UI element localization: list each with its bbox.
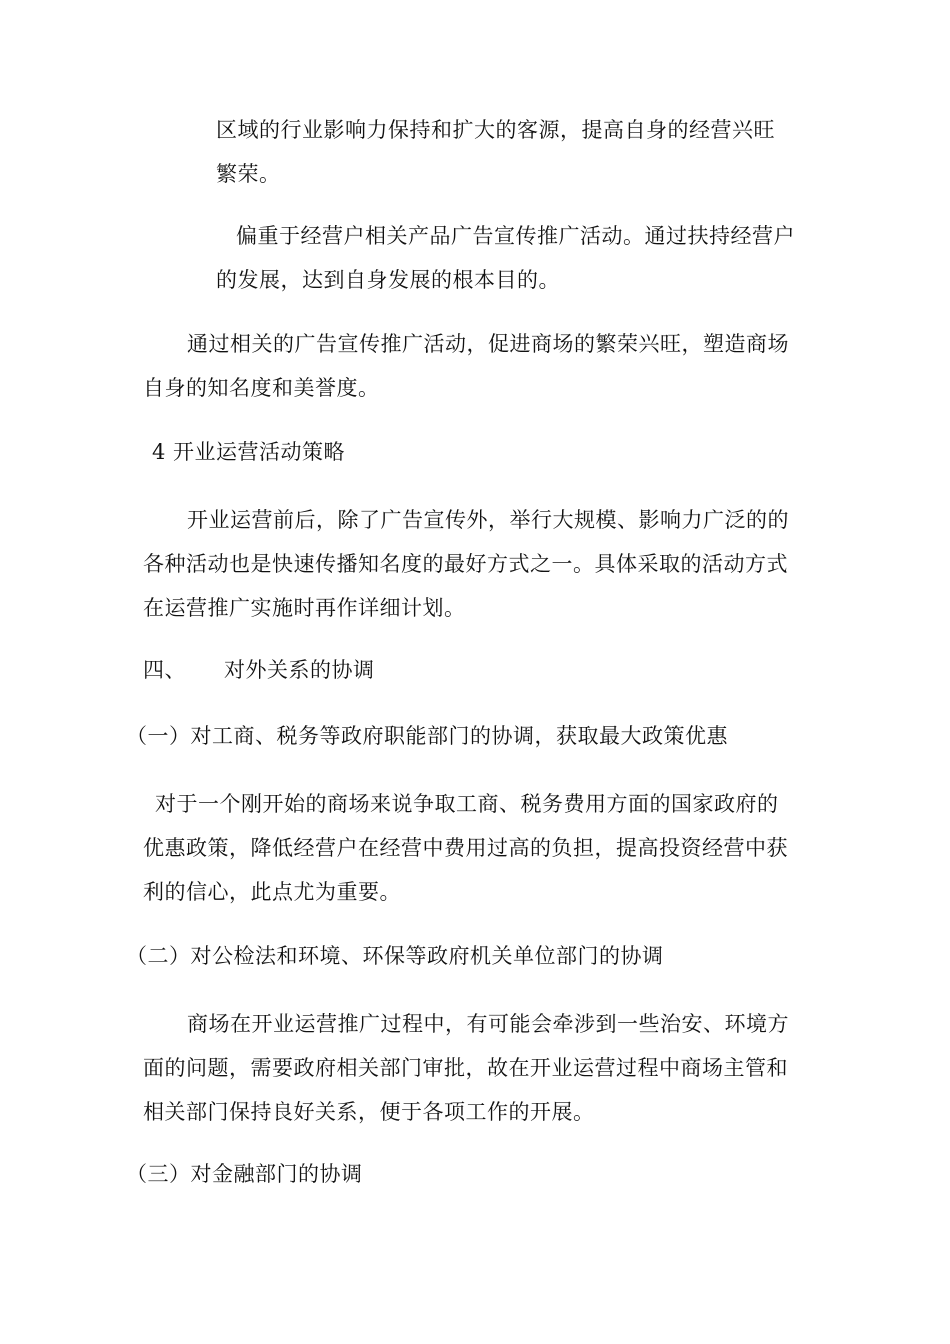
- text-line: 商场在开业运营推广过程中，有可能会牵涉到一些治安、环境方: [187, 1012, 789, 1036]
- paragraph-policy-benefits: [143, 782, 788, 914]
- heading-section-four: [143, 648, 375, 692]
- text-line: 开业运营前后，除了广告宣传外，举行大规模、影响力广泛的的: [187, 508, 789, 532]
- heading-opening-strategy: 4 开业运营活动策略: [152, 440, 346, 464]
- text-line: 偏重于经营户相关产品广告宣传推广活动。通过扶持经营户: [236, 224, 795, 248]
- text-line: 利的信心，此点尤为重要。: [143, 880, 401, 904]
- section-title: 对外关系的协调: [224, 658, 375, 682]
- heading-sub-two: （二）对公检法和环境、环保等政府机关单位部门的协调: [126, 944, 664, 968]
- text-line: 的发展，达到自身发展的根本目的。: [216, 268, 560, 292]
- paragraph-tenant-promotion: [216, 214, 795, 302]
- paragraph-opening-activities: [143, 498, 789, 630]
- text-line: 繁荣。: [216, 162, 281, 186]
- text-line: 自身的知名度和美誉度。: [143, 376, 380, 400]
- text-line: 通过相关的广告宣传推广活动，促进商场的繁荣兴旺，塑造商场: [187, 332, 789, 356]
- text-line: 区域的行业影响力保持和扩大的客源，提高自身的经营兴旺: [216, 118, 775, 142]
- paragraph-government-relations: [143, 1002, 789, 1134]
- section-number: 四、: [143, 658, 186, 682]
- heading-sub-one: （一）对工商、税务等政府职能部门的协调，获取最大政策优惠: [126, 724, 728, 748]
- text-line: 相关部门保持良好关系，便于各项工作的开展。: [143, 1100, 595, 1124]
- text-line: 面的问题，需要政府相关部门审批，故在开业运营过程中商场主管和: [143, 1056, 788, 1080]
- text-line: 在运营推广实施时再作详细计划。: [143, 596, 466, 620]
- paragraph-customer-source: [216, 108, 775, 196]
- text-line: 对于一个刚开始的商场来说争取工商、税务费用方面的国家政府的: [155, 792, 779, 816]
- heading-sub-three: （三）对金融部门的协调: [126, 1162, 363, 1186]
- text-line: 各种活动也是快速传播知名度的最好方式之一。具体采取的活动方式: [143, 552, 788, 576]
- paragraph-advertising: [143, 322, 789, 410]
- text-line: 优惠政策，降低经营户在经营中费用过高的负担，提高投资经营中获: [143, 836, 788, 860]
